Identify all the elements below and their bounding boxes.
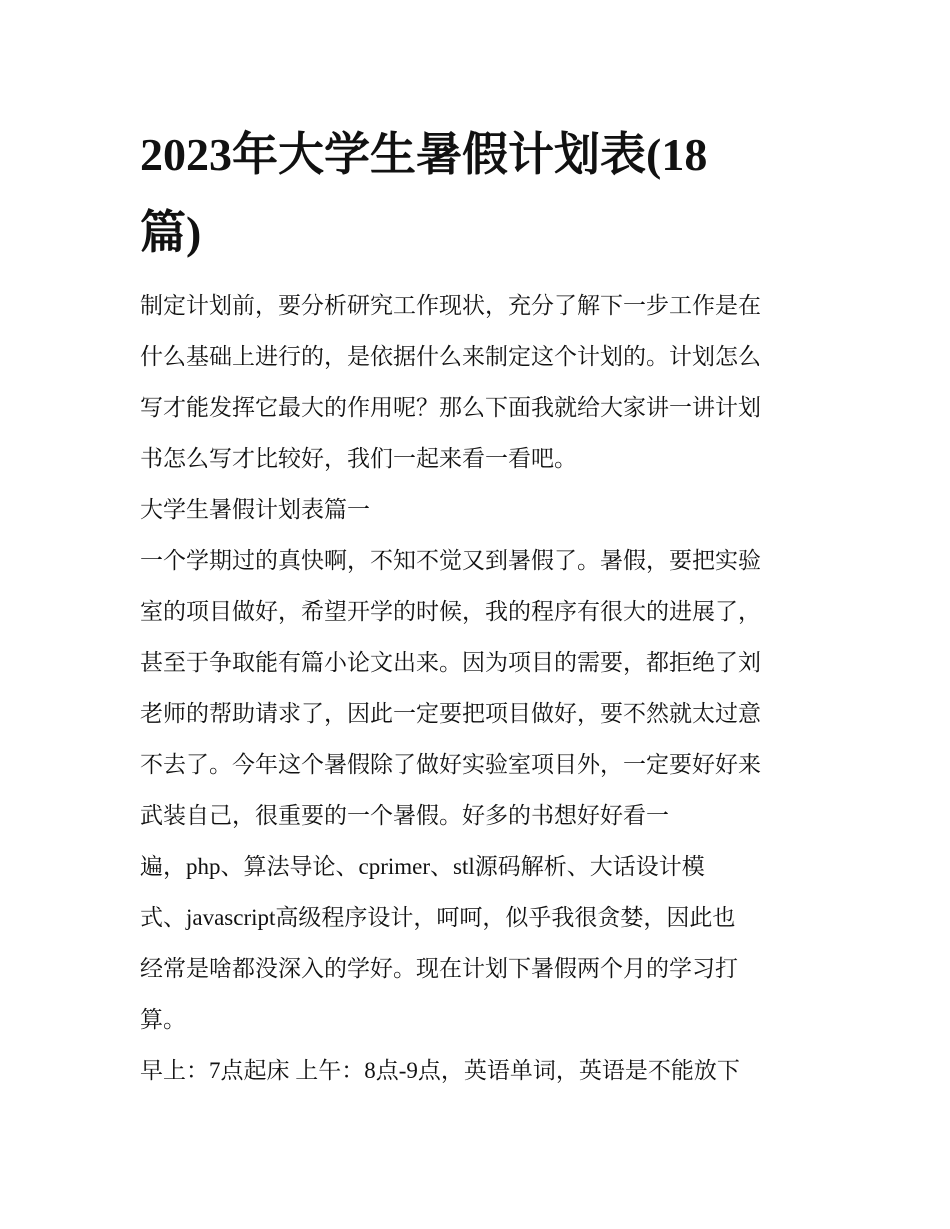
- text-line: 武装自己，很重要的一个暑假。好多的书想好好看一: [140, 803, 669, 828]
- text-line: 一个学期过的真快啊，不知不觉又到暑假了。暑假，要把实验: [140, 548, 761, 573]
- text-line: 写才能发挥它最大的作用呢？那么下面我就给大家讲一讲计划: [140, 395, 761, 420]
- title-line: 篇): [140, 207, 202, 258]
- text-line: 制定计划前，要分析研究工作现状，充分了解下一步工作是在: [140, 293, 761, 318]
- intro-paragraph: [140, 280, 815, 484]
- text-line: 式、javascript高级程序设计，呵呵，似乎我很贪婪，因此也: [140, 905, 736, 930]
- text-line: 老师的帮助请求了，因此一定要把项目做好，要不然就太过意: [140, 701, 761, 726]
- text-line: 什么基础上进行的，是依据什么来制定这个计划的。计划怎么: [140, 344, 761, 369]
- text-line: 甚至于争取能有篇小论文出来。因为项目的需要，都拒绝了刘: [140, 650, 761, 675]
- schedule-paragraph: [140, 1045, 815, 1096]
- section-heading: 大学生暑假计划表篇一: [140, 497, 370, 522]
- body-paragraph: [140, 535, 815, 1045]
- text-line: 不去了。今年这个暑假除了做好实验室项目外，一定要好好来: [140, 752, 761, 777]
- text-line: 算。: [140, 1007, 186, 1032]
- text-line: 早上：7点起床 上午：8点-9点，英语单词，英语是不能放下: [140, 1058, 740, 1083]
- text-line: 书怎么写才比较好，我们一起来看一看吧。: [140, 446, 577, 471]
- text-line: 遍，php、算法导论、cprimer、stl源码解析、大话设计模: [140, 854, 705, 879]
- document-body: [140, 280, 815, 1096]
- text-line: 经常是啥都没深入的学好。现在计划下暑假两个月的学习打: [140, 956, 738, 981]
- title-line: 2023年大学生暑假计划表(18: [140, 129, 708, 180]
- text-line: 室的项目做好，希望开学的时候，我的程序有很大的进展了，: [140, 599, 761, 624]
- document-title: [140, 116, 820, 272]
